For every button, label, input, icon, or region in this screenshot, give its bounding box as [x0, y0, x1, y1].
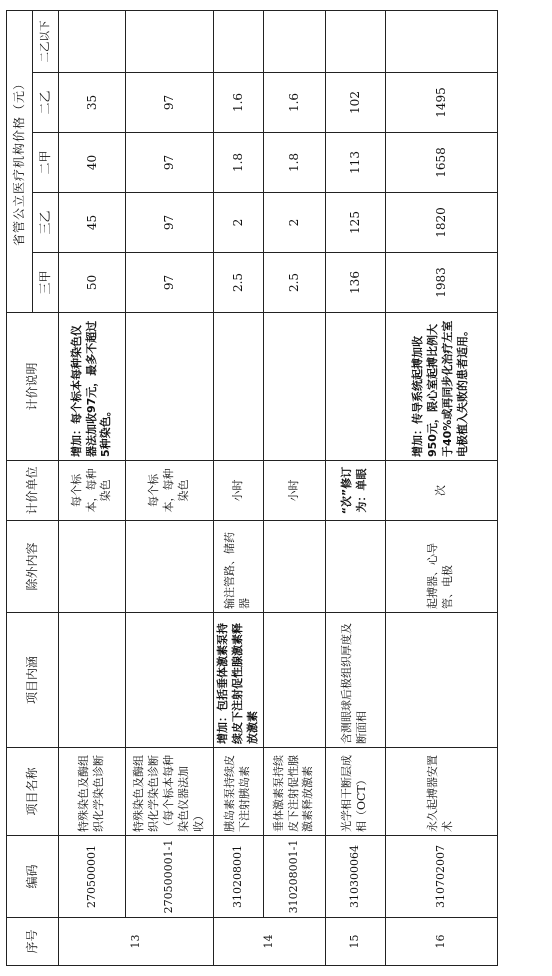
table-row: [214, 11, 264, 966]
cell-price-3b: 45: [59, 193, 126, 253]
cell-price-3b: 125: [325, 193, 385, 253]
cell-content: 增加：包括垂体激素泵持续皮下注射促性腺激素释放激素: [214, 613, 264, 748]
cell-price-3a: 136: [325, 253, 385, 313]
cell-note: 增加：每个标本每种染色仪器法加收97元，最多不超过5种染色。: [59, 313, 126, 461]
cell-unit: 每个标本，每种染色: [59, 461, 126, 521]
cell-price-2b: 1495: [385, 73, 497, 133]
cell-seq: 16: [385, 918, 497, 966]
cell-price-below-2b: [385, 11, 497, 73]
cell-content: [59, 613, 126, 748]
header-level-3b: 三乙: [33, 193, 59, 253]
cell-code: 310208001-1: [263, 836, 325, 918]
cell-name: 永久起搏器安置术: [385, 748, 497, 836]
cell-price-3a: 50: [59, 253, 126, 313]
table-row: [385, 11, 497, 966]
cell-price-2b: 97: [126, 73, 214, 133]
header-level-2b: 二乙: [33, 73, 59, 133]
cell-price-3a: 97: [126, 253, 214, 313]
cell-unit: “次”修订为：单眼: [325, 461, 385, 521]
cell-content: [126, 613, 214, 748]
cell-price-3b: 97: [126, 193, 214, 253]
cell-note: [263, 313, 325, 461]
cell-price-2a: 40: [59, 133, 126, 193]
cell-price-2b: 1.6: [214, 73, 264, 133]
header-level-3a: 三甲: [33, 253, 59, 313]
cell-note: [126, 313, 214, 461]
cell-note: [325, 313, 385, 461]
cell-content: 含测眼球后极组织厚度及断面相: [325, 613, 385, 748]
cell-note: 增加：传导系统起搏加收950元，限心室起搏比例大于40%或再同步化治疗左室电极植入失败的患者适用。: [385, 313, 497, 461]
cell-price-2b: 102: [325, 73, 385, 133]
price-table: [6, 10, 498, 966]
cell-excluded: [263, 521, 325, 613]
cell-price-below-2b: [59, 11, 126, 73]
cell-note: [214, 313, 264, 461]
cell-unit: 小时: [214, 461, 264, 521]
cell-price-below-2b: [263, 11, 325, 73]
cell-price-below-2b: [325, 11, 385, 73]
cell-seq: 15: [325, 918, 385, 966]
cell-price-below-2b: [126, 11, 214, 73]
header-content: 项目内涵: [7, 613, 59, 748]
header-seq: 序号: [7, 918, 59, 966]
header-pricing-note: 计价说明: [7, 313, 59, 461]
cell-price-3b: 2: [263, 193, 325, 253]
cell-excluded: 输注管路、储药器: [214, 521, 264, 613]
cell-price-2b: 35: [59, 73, 126, 133]
cell-price-2a: 97: [126, 133, 214, 193]
cell-name: 胰岛素泵持续皮下注射胰岛素: [214, 748, 264, 836]
cell-price-3b: 2: [214, 193, 264, 253]
header-excluded: 除外内容: [7, 521, 59, 613]
header-level-below-2b: 二乙以下: [33, 11, 59, 73]
header-code: 编码: [7, 836, 59, 918]
table-row: [263, 11, 325, 966]
cell-price-2a: 113: [325, 133, 385, 193]
cell-excluded: [59, 521, 126, 613]
cell-name: 特殊染色及酶组织化学染色诊断: [59, 748, 126, 836]
cell-excluded: [126, 521, 214, 613]
table-row: [126, 11, 214, 966]
cell-name: 垂体激素泵持续皮下注射促性腺激素释放激素: [263, 748, 325, 836]
cell-name: 光学相干断层成相（OCT）: [325, 748, 385, 836]
cell-price-3b: 1820: [385, 193, 497, 253]
header-unit: 计价单位: [7, 461, 59, 521]
cell-price-below-2b: [214, 11, 264, 73]
table-row: [59, 11, 126, 966]
cell-code: 310300064: [325, 836, 385, 918]
cell-price-2b: 1.6: [263, 73, 325, 133]
cell-unit: 小时: [263, 461, 325, 521]
cell-seq: 13: [59, 918, 214, 966]
cell-code: 310702007: [385, 836, 497, 918]
cell-seq: 14: [214, 918, 326, 966]
cell-price-2a: 1658: [385, 133, 497, 193]
cell-content: [385, 613, 497, 748]
cell-price-2a: 1.8: [263, 133, 325, 193]
cell-excluded: [325, 521, 385, 613]
table-row: [325, 11, 385, 966]
cell-code: 270500001-1: [126, 836, 214, 918]
cell-excluded: 起搏器、心导管、电极: [385, 521, 497, 613]
cell-name: 特殊染色及酶组织化学染色诊断（每个标本每种染色仪器法加收）: [126, 748, 214, 836]
cell-code: 270500001: [59, 836, 126, 918]
header-name: 项目名称: [7, 748, 59, 836]
cell-code: 310208001: [214, 836, 264, 918]
cell-price-2a: 1.8: [214, 133, 264, 193]
header-price-group: 省管公立医疗机构价格（元）: [7, 11, 33, 313]
cell-unit: 每个标本，每种染色: [126, 461, 214, 521]
header-level-2a: 二甲: [33, 133, 59, 193]
cell-price-3a: 2.5: [263, 253, 325, 313]
cell-price-3a: 2.5: [214, 253, 264, 313]
cell-content: [263, 613, 325, 748]
cell-price-3a: 1983: [385, 253, 497, 313]
cell-unit: 次: [385, 461, 497, 521]
